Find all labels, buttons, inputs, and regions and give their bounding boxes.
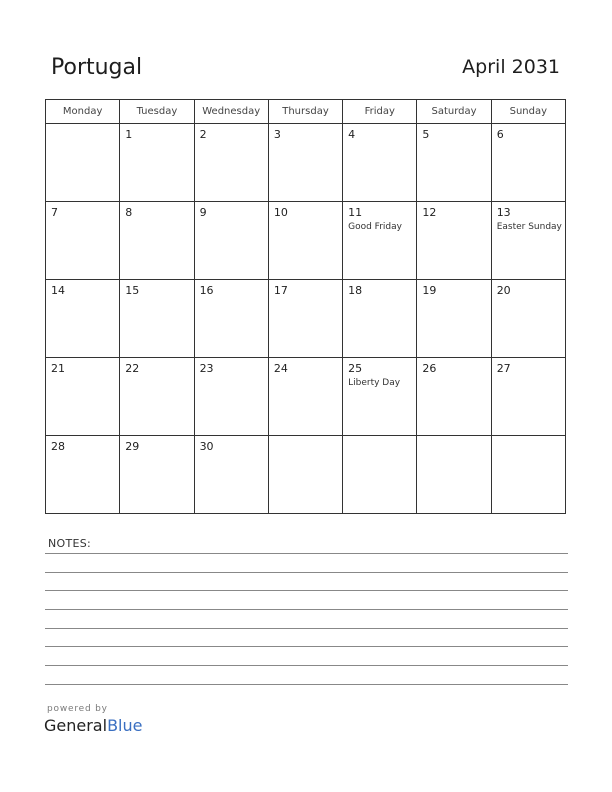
calendar-day-cell — [343, 358, 417, 436]
calendar-day-cell — [491, 436, 565, 514]
weekday-header: Thursday — [268, 100, 342, 124]
calendar-day-cell — [194, 358, 268, 436]
day-number: 15 — [125, 284, 140, 297]
day-number: 2 — [199, 128, 207, 141]
weekday-header-row — [46, 100, 566, 124]
day-number: 16 — [199, 284, 214, 297]
calendar-week-row — [46, 436, 566, 514]
day-number: 13 — [496, 206, 511, 219]
day-number: 27 — [496, 362, 511, 375]
calendar-day-cell — [417, 124, 491, 202]
calendar-day-cell — [491, 124, 565, 202]
country-title: Portugal — [51, 55, 143, 80]
day-number: 19 — [422, 284, 437, 297]
calendar-day-cell — [194, 436, 268, 514]
calendar-day-cell — [417, 202, 491, 280]
holiday-label: Liberty Day — [348, 378, 401, 388]
calendar-day-cell — [46, 358, 120, 436]
calendar-day-cell — [268, 124, 342, 202]
day-number: 4 — [348, 128, 356, 141]
calendar-day-cell — [491, 280, 565, 358]
calendar-day-cell — [120, 124, 194, 202]
day-number: 11 — [348, 206, 363, 219]
notes-line — [45, 609, 568, 610]
day-number: 26 — [422, 362, 437, 375]
calendar-day-cell — [194, 280, 268, 358]
notes-line — [45, 628, 568, 629]
calendar-day-cell — [46, 202, 120, 280]
notes-label: NOTES: — [48, 537, 92, 550]
weekday-header: Wednesday — [194, 100, 268, 124]
calendar-day-cell — [417, 358, 491, 436]
notes-line — [45, 553, 568, 554]
day-number: 9 — [199, 206, 207, 219]
notes-line — [45, 572, 568, 573]
day-number: 30 — [199, 440, 214, 453]
calendar-day-cell — [120, 202, 194, 280]
weekday-header: Tuesday — [120, 100, 194, 124]
day-number: 24 — [273, 362, 288, 375]
calendar-day-cell — [268, 280, 342, 358]
calendar-day-cell — [46, 280, 120, 358]
day-number: 22 — [125, 362, 140, 375]
calendar-day-cell — [194, 202, 268, 280]
weekday-header: Monday — [46, 100, 120, 124]
day-number: 21 — [51, 362, 65, 375]
weekday-header: Friday — [343, 100, 417, 124]
holiday-label: Easter Sunday — [496, 222, 562, 232]
day-number: 1 — [125, 128, 133, 141]
day-number: 10 — [273, 206, 288, 219]
calendar-day-cell — [46, 124, 120, 202]
calendar-day-cell — [417, 280, 491, 358]
calendar-day-cell — [343, 202, 417, 280]
day-number: 3 — [273, 128, 281, 141]
calendar-day-cell — [120, 436, 194, 514]
calendar-day-cell — [491, 202, 565, 280]
day-number: 12 — [422, 206, 437, 219]
calendar-day-cell — [120, 280, 194, 358]
day-number: 29 — [125, 440, 140, 453]
day-number: 25 — [348, 362, 363, 375]
calendar-day-cell — [268, 436, 342, 514]
day-number: 5 — [422, 128, 430, 141]
calendar-day-cell — [417, 436, 491, 514]
calendar-day-cell — [268, 358, 342, 436]
notes-line — [45, 684, 568, 685]
day-number: 20 — [496, 284, 511, 297]
notes-line — [45, 665, 568, 666]
holiday-label: Good Friday — [348, 222, 402, 232]
day-number: 23 — [199, 362, 214, 375]
day-number: 18 — [348, 284, 363, 297]
calendar-week-row — [46, 124, 566, 202]
day-number: 7 — [51, 206, 58, 219]
calendar-day-cell — [268, 202, 342, 280]
weekday-header: Saturday — [417, 100, 491, 124]
day-number: 14 — [51, 284, 65, 297]
day-number: 28 — [51, 440, 65, 453]
calendar-week-row — [46, 358, 566, 436]
powered-by-text: powered by — [47, 704, 108, 714]
calendar-day-cell — [343, 436, 417, 514]
brand-blue: Blue — [107, 716, 143, 735]
day-number: 6 — [496, 128, 504, 141]
generalblue-logo — [44, 716, 142, 735]
month-year-title: April 2031 — [462, 56, 560, 78]
notes-line — [45, 590, 568, 591]
day-number: 8 — [125, 206, 133, 219]
calendar-day-cell — [491, 358, 565, 436]
brand-general: General — [44, 716, 108, 735]
calendar-day-cell — [120, 358, 194, 436]
calendar-grid — [45, 99, 566, 514]
calendar-week-row — [46, 202, 566, 280]
notes-line — [45, 646, 568, 647]
day-number: 17 — [273, 284, 288, 297]
calendar-day-cell — [343, 124, 417, 202]
calendar-week-row — [46, 280, 566, 358]
calendar-day-cell — [343, 280, 417, 358]
calendar-day-cell — [46, 436, 120, 514]
calendar-day-cell — [194, 124, 268, 202]
weekday-header: Sunday — [491, 100, 565, 124]
